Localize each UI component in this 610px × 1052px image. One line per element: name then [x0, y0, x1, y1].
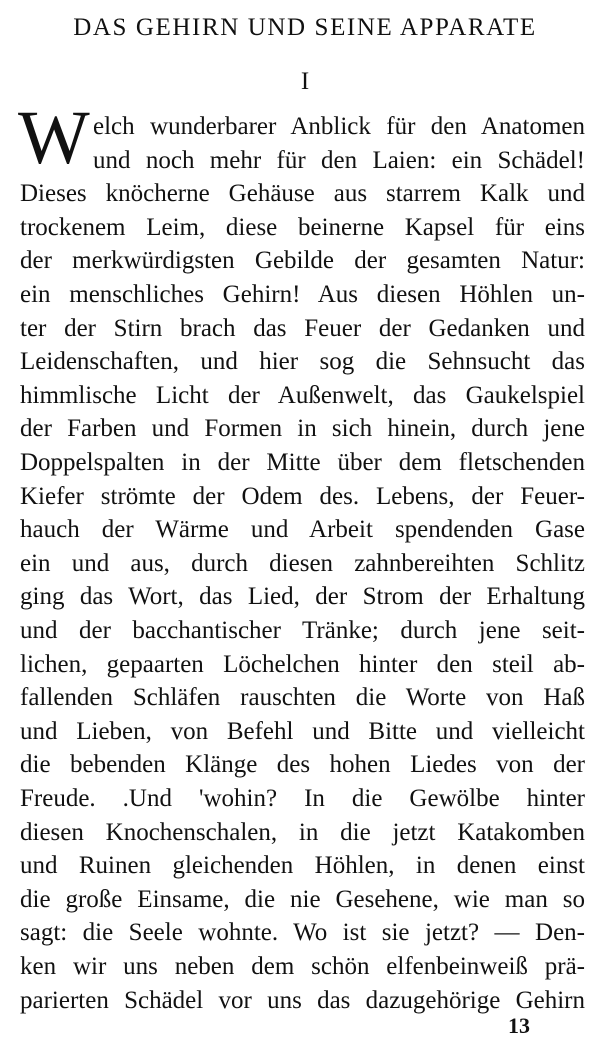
text-line: lichen, gepaarten Löchelchen hinter den steil ab- — [20, 650, 585, 678]
text-line: ein und aus, durch diesen zahnbereihten Schlitz — [20, 549, 585, 577]
text-line: die bebenden Klänge des hohen Liedes von der — [20, 751, 585, 779]
chapter-number: I — [300, 68, 310, 95]
drop-cap: W — [18, 96, 88, 180]
text-line: diesen Knochenschalen, in die jetzt Katakomben — [20, 818, 585, 846]
text-line: Kiefer strömte der Odem des. Lebens, der Feuer- — [20, 482, 585, 510]
text-line: Leidenschaften, und hier sog die Sehnsucht das — [20, 348, 585, 376]
text-line: und Ruinen gleichenden Höhlen, in denen einst — [20, 852, 585, 880]
text-line: sagt: die Seele wohnte. Wo ist sie jetzt? — Den- — [20, 919, 585, 947]
text-line: ken wir uns neben dem schön elfenbeinweiß prä- — [20, 953, 585, 980]
text-line: fallenden Schläfen rauschten die Worte von Haß — [20, 684, 585, 712]
text-line: elch wunderbarer Anblick für den Anatomen — [93, 113, 585, 140]
text-line: der merkwürdigsten Gebilde der gesamten Natur: — [20, 247, 585, 275]
text-line: und der bacchantischer Tränke; durch jene seit- — [20, 617, 585, 644]
text-line: und noch mehr für den Laien: ein Schädel! — [93, 146, 585, 174]
running-head: DAS GEHIRN UND SEINE APPARATE — [73, 14, 537, 41]
text-line: Dieses knöcherne Gehäuse aus starrem Kalk und — [20, 180, 585, 208]
page-number: 13 — [508, 1013, 530, 1038]
text-line: und Lieben, von Befehl und Bitte und vielleicht — [20, 717, 585, 745]
text-line: himmlische Licht der Außenwelt, das Gaukelspiel — [20, 381, 585, 409]
text-line: trockenem Leim, diese beinerne Kapsel für eins — [20, 213, 585, 241]
text-line: Doppelspalten in der Mitte über dem fletschenden — [20, 449, 585, 476]
text-line: ein menschliches Gehirn! Aus diesen Höhlen un- — [20, 281, 585, 308]
text-line: die große Einsame, die nie Gesehene, wie man so — [20, 885, 585, 913]
text-line: ging das Wort, das Lied, der Strom der Erhaltung — [20, 583, 585, 611]
text-line: parierten Schädel vor uns das dazugehörige Gehirn — [20, 986, 585, 1014]
text-line: ter der Stirn brach das Feuer der Gedanken und — [20, 314, 585, 342]
text-line: hauch der Wärme und Arbeit spendenden Gase — [20, 516, 585, 544]
text-line: der Farben und Formen in sich hinein, durch jene — [20, 415, 585, 443]
text-line: Freude. .Und 'wohin? In die Gewölbe hinter — [20, 785, 585, 812]
